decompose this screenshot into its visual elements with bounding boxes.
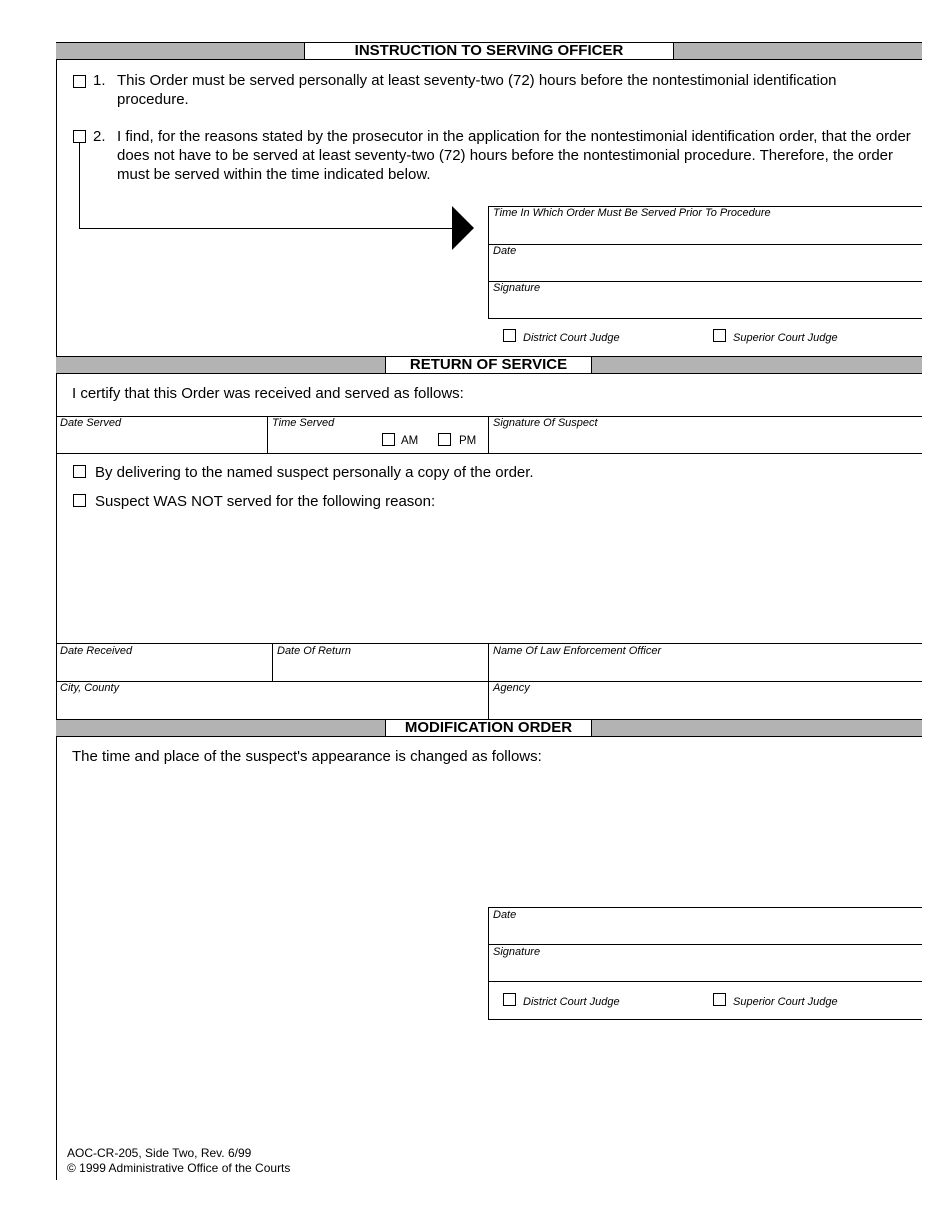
mod-superior-judge-label: Superior Court Judge — [733, 996, 838, 1008]
delivered-option-text: By delivering to the named suspect personally a copy of the order. — [95, 464, 534, 481]
not-served-option-text: Suspect WAS NOT served for the following reason: — [95, 493, 436, 510]
city-county-label: City, County — [60, 682, 120, 694]
mod-signature-label: Signature — [493, 946, 541, 958]
officer-name-field[interactable] — [489, 658, 922, 680]
item2-checkbox[interactable] — [73, 130, 86, 143]
pm-label: PM — [459, 435, 477, 447]
officer-block-middle-line — [488, 681, 922, 682]
date-label: Date — [493, 245, 517, 257]
item2-number: 2. — [93, 128, 106, 145]
instruction-section-title: INSTRUCTION TO SERVING OFFICER — [304, 42, 674, 60]
mod-district-judge-label: District Court Judge — [523, 996, 620, 1008]
judge-type-top-line — [488, 318, 922, 319]
mod-judge-bottom-line — [488, 1019, 922, 1020]
pm-checkbox[interactable] — [438, 433, 451, 446]
mod-district-judge-checkbox[interactable] — [503, 993, 516, 1006]
mod-date-top-line — [488, 907, 922, 908]
mod-judge-top-line — [488, 981, 922, 982]
form-number: AOC-CR-205, Side Two, Rev. 6/99 — [67, 1146, 252, 1160]
mod-signature-top-line — [488, 944, 922, 945]
item1-number: 1. — [93, 72, 106, 89]
return-header-band — [56, 356, 922, 374]
delivered-checkbox[interactable] — [73, 465, 86, 478]
signature-label: Signature — [493, 282, 541, 294]
service-row-bottom-line — [56, 453, 922, 454]
modification-header-band — [56, 719, 922, 737]
not-served-reason-area[interactable] — [70, 515, 920, 640]
date-received-label: Date Received — [60, 645, 133, 657]
officer-block-top-line — [56, 643, 922, 644]
modification-text: The time and place of the suspect's appearance is changed as follows: — [72, 748, 542, 765]
time-served-label: Time Served — [272, 417, 335, 429]
item1-checkbox[interactable] — [73, 75, 86, 88]
signature-suspect-field[interactable] — [489, 430, 922, 452]
officer-name-label: Name Of Law Enforcement Officer — [493, 645, 662, 657]
city-county-field[interactable] — [57, 695, 487, 717]
district-judge-label: District Court Judge — [523, 332, 620, 344]
superior-judge-label: Superior Court Judge — [733, 332, 838, 344]
not-served-checkbox[interactable] — [73, 494, 86, 507]
modification-section-title: MODIFICATION ORDER — [385, 719, 592, 737]
signature-suspect-label: Signature Of Suspect — [493, 417, 598, 429]
arrow-right-icon — [452, 206, 474, 250]
date-served-field[interactable] — [57, 430, 266, 452]
item2-text: I find, for the reasons stated by the prosecutor in the application for the nontestimonial identification order, that the order does not have to be served at least seventy-two (72) hours before the nontestimonial procedure. Therefore, the order must be served within the time indicated below. — [117, 128, 911, 183]
time-to-serve-label: Time In Which Order Must Be Served Prior To Procedure — [493, 207, 771, 219]
mod-date-field[interactable] — [489, 921, 922, 943]
date-of-return-label: Date Of Return — [277, 645, 351, 657]
arrow-connector-vertical — [79, 143, 80, 228]
date-field[interactable] — [489, 258, 922, 281]
service-row-divider-1 — [267, 416, 268, 453]
superior-judge-checkbox[interactable] — [713, 329, 726, 342]
date-served-label: Date Served — [60, 417, 122, 429]
mod-signature-field[interactable] — [489, 958, 922, 980]
service-row-top-line — [56, 416, 922, 417]
certify-text: I certify that this Order was received and served as follows: — [72, 385, 464, 402]
signature-field-top-line — [488, 281, 922, 282]
officer-block-middle-line-left — [56, 681, 488, 682]
mod-superior-judge-checkbox[interactable] — [713, 993, 726, 1006]
copyright-notice: © 1999 Administrative Office of the Courts — [67, 1161, 291, 1175]
time-to-serve-field[interactable] — [489, 220, 922, 243]
return-section-title: RETURN OF SERVICE — [385, 356, 592, 374]
date-of-return-field[interactable] — [273, 658, 487, 680]
mod-date-label: Date — [493, 909, 517, 921]
date-received-field[interactable] — [57, 658, 271, 680]
district-judge-checkbox[interactable] — [503, 329, 516, 342]
agency-field[interactable] — [489, 695, 922, 717]
signature-field[interactable] — [489, 295, 922, 318]
item1-text: This Order must be served personally at least seventy-two (72) hours before the nontestimonial identification procedure. — [117, 72, 837, 108]
agency-label: Agency — [493, 682, 530, 694]
am-label: AM — [401, 435, 419, 447]
date-field-top-line — [488, 244, 922, 245]
arrow-connector-horizontal — [79, 228, 456, 229]
modification-details-area[interactable] — [70, 770, 920, 902]
instruction-header-band — [56, 42, 922, 60]
form-left-border — [56, 42, 57, 1180]
am-checkbox[interactable] — [382, 433, 395, 446]
